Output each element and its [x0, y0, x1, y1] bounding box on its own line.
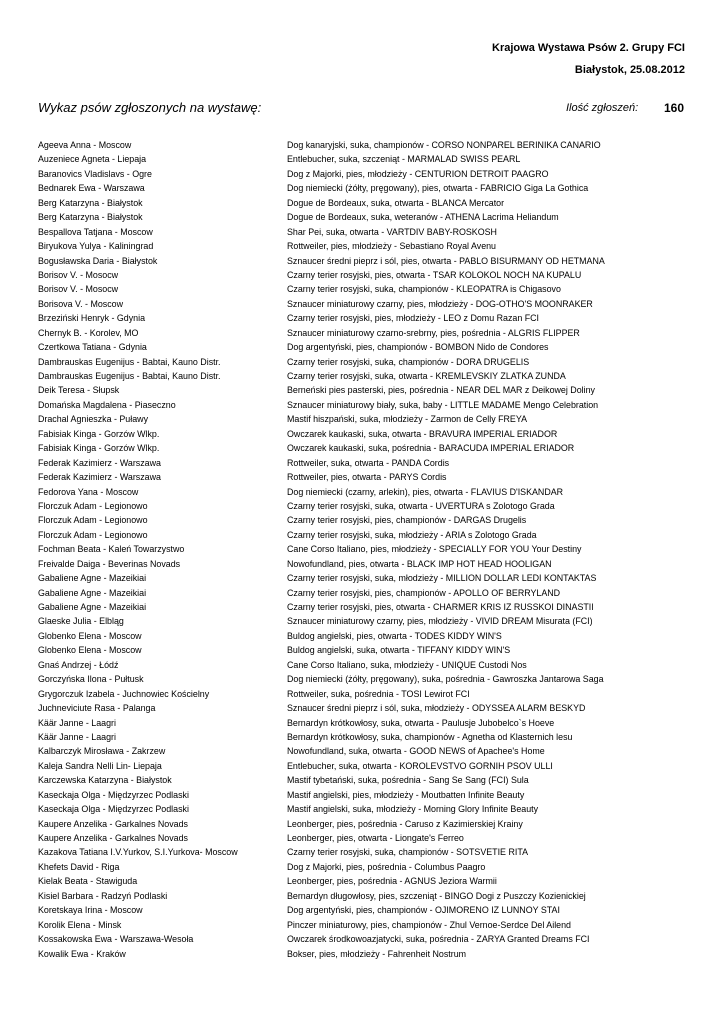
entry-owner: Kowalik Ewa - Kraków — [38, 948, 126, 959]
entry-owner: Kisiel Barbara - Radzyń Podlaski — [38, 890, 168, 901]
list-item — [38, 181, 698, 195]
entry-owner: Baranovics Vladislavs - Ogre — [38, 168, 152, 179]
list-item — [38, 701, 698, 715]
entry-owner: Auzeniece Agneta - Liepaja — [38, 154, 147, 165]
entry-dog: Dog argentyński, pies, championów - BOMBON Nido de Condores — [287, 342, 549, 353]
entry-owner: Kaleja Sandra Nelli Lin- Liepaja — [38, 760, 162, 771]
list-item — [38, 716, 698, 730]
entry-owner: Bogusławska Daria - Białystok — [38, 255, 158, 266]
entry-owner: Korolik Elena - Minsk — [38, 919, 122, 930]
entry-owner: Fedorova Yana - Moscow — [38, 486, 139, 497]
list-item — [38, 903, 698, 917]
entry-dog: Bernardyn krótkowłosy, suka, otwarta - Paulusje Jubobelco`s Hoeve — [287, 717, 555, 728]
entry-dog: Dog niemiecki (żółty, pręgowany), pies, otwarta - FABRICIO Giga La Gothica — [287, 183, 589, 194]
entry-owner: Gabaliene Agne - Mazeikiai — [38, 573, 147, 584]
entry-owner: Brzeziński Henryk - Gdynia — [38, 313, 146, 324]
entry-dog: Czarny terier rosyjski, suka, młodzieży - ARIA s Zolotogo Grada — [287, 529, 537, 540]
list-item — [38, 730, 698, 744]
entry-dog: Czarny terier rosyjski, suka, młodzieży - MILLION DOLLAR LEDI KONTAKTAS — [287, 573, 597, 584]
list-item — [38, 586, 698, 600]
entry-owner: Kaupere Anzelika - Garkalnes Novads — [38, 833, 188, 843]
list-item — [38, 355, 698, 369]
entry-dog: Dogue de Bordeaux, suka, otwarta - BLANCA Mercator — [287, 197, 505, 208]
entry-dog: Czarny terier rosyjski, suka, championów - DORA DRUGELIS — [287, 356, 530, 367]
entry-dog: Pinczer miniaturowy, pies, championów - Zhul Vernoe-Serdce Del Ailend — [287, 919, 571, 930]
entry-dog: Owczarek środkowoazjatycki, suka, pośrednia - ZARYA Granted Dreams FCI — [287, 934, 590, 945]
entry-dog: Rottweiler, pies, otwarta - PARYS Cordis — [287, 472, 447, 483]
entry-owner: Gorczyńska Ilona - Pułtusk — [38, 674, 144, 685]
entry-owner: Drachal Agnieszka - Puławy — [38, 414, 149, 425]
entry-dog: Czarny terier rosyjski, pies, otwarta - CHARMER KRIS IZ RUSSKOI DINASTII — [287, 602, 594, 612]
entry-dog: Dog z Majorki, pies, pośrednia - Columbus Paagro — [287, 861, 486, 872]
entry-dog: Mastif angielski, suka, młodzieży - Morning Glory Infinite Beauty — [287, 804, 539, 815]
list-item — [38, 152, 698, 166]
entry-owner: Khefets David - Riga — [38, 861, 120, 872]
list-item — [38, 167, 698, 181]
list-item — [38, 889, 698, 903]
list-item — [38, 268, 698, 282]
entry-dog: Sznaucer miniaturowy czarny, pies, młodzieży - VIVID DREAM Misurata (FCI) — [287, 616, 593, 627]
entry-dog: Buldog angielski, suka, otwarta - TIFFANY KIDDY WIN'S — [287, 645, 511, 656]
list-item — [38, 860, 698, 874]
entry-dog: Entlebucher, suka, szczeniąt - MARMALAD SWISS PEARL — [287, 154, 521, 165]
entry-owner: Globenko Elena - Moscow — [38, 645, 142, 656]
entry-count-label: Ilość zgłoszeń: — [566, 102, 639, 114]
entry-owner: Domańska Magdalena - Piaseczno — [38, 399, 176, 410]
entry-owner: Kielak Beata - Stawiguda — [38, 876, 138, 887]
entry-dog: Czarny terier rosyjski, pies, championów - DARGAS Drugelis — [287, 515, 527, 526]
list-item — [38, 874, 698, 888]
list-item — [38, 788, 698, 802]
list-item — [38, 773, 698, 787]
entry-owner: Borisov V. - Mosocw — [38, 284, 119, 295]
list-item — [38, 398, 698, 412]
list-item — [38, 210, 698, 224]
entry-owner: Glaeske Julia - Elbląg — [38, 616, 124, 627]
list-item — [38, 311, 698, 325]
list-item — [38, 499, 698, 513]
entry-owner: Grygorczuk Izabela - Juchnowiec Kościelny — [38, 688, 210, 699]
list-item — [38, 643, 698, 657]
entry-owner: Bespallova Tatjana - Moscow — [38, 226, 153, 237]
entry-dog: Rottweiler, pies, młodzieży - Sebastiano Royal Avenu — [287, 241, 496, 252]
entry-dog: Mastif angielski, pies, młodzieży - Moutbatten Infinite Beauty — [287, 789, 525, 800]
list-item — [38, 600, 698, 614]
entry-owner: Kaupere Anzelika - Garkalnes Novads — [38, 818, 188, 829]
entry-dog: Czarny terier rosyjski, suka, otwarta - UVERTURA s Zolotogo Grada — [287, 500, 555, 511]
entry-owner: Berg Katarzyna - Białystok — [38, 212, 143, 223]
entry-dog: Czarny terier rosyjski, pies, championów - APOLLO OF BERRYLAND — [287, 587, 561, 598]
entry-dog: Dogue de Bordeaux, suka, weteranów - ATHENA Lacrima Heliandum — [287, 212, 559, 223]
list-item — [38, 542, 698, 556]
entry-dog: Bernardyn krótkowłosy, suka, championów - Agnetha od Klasternich lesu — [287, 731, 573, 742]
entry-owner: Borisov V. - Mosocw — [38, 269, 119, 280]
entry-dog: Owczarek kaukaski, suka, pośrednia - BARACUDA IMPERIAL ERIADOR — [287, 443, 575, 454]
entry-owner: Florczuk Adam - Legionowo — [38, 500, 148, 511]
list-item — [38, 326, 698, 340]
list-item — [38, 138, 698, 152]
entry-count-value: 160 — [664, 101, 685, 115]
entry-dog: Sznaucer miniaturowy czarno-srebrny, pies, pośrednia - ALGRIS FLIPPER — [287, 327, 580, 338]
entry-owner: Käär Janne - Laagri — [38, 717, 116, 728]
list-item — [38, 947, 698, 961]
entry-dog: Czarny terier rosyjski, suka, championów - SOTSVETIE RITA — [287, 847, 529, 858]
entry-owner: Dambrauskas Eugenijus - Babtai, Kauno Distr. — [38, 371, 221, 381]
entry-owner: Juchneviciute Rasa - Palanga — [38, 703, 156, 714]
entry-dog: Dog z Majorki, pies, młodzieży - CENTURION DETROIT PAAGRO — [287, 168, 549, 179]
entry-owner: Federak Kazimierz - Warszawa — [38, 472, 161, 483]
entry-dog: Dog niemiecki (czarny, arlekin), pies, otwarta - FLAVIUS D'ISKANDAR — [287, 486, 564, 497]
entry-dog: Nowofundland, pies, otwarta - BLACK IMP HOT HEAD HOOLIGAN — [287, 558, 552, 569]
list-item — [38, 802, 698, 816]
list-subtitle: Wykaz psów zgłoszonych na wystawę: — [38, 100, 262, 115]
entry-dog: Sznaucer średni pieprz i sól, suka, młodzieży - ODYSSEA ALARM BESKYD — [287, 703, 586, 714]
entry-owner: Kalbarczyk Mirosława - Zakrzew — [38, 746, 166, 757]
entry-dog: Czarny terier rosyjski, suka, championów - KLEOPATRA is Chigasovo — [287, 284, 561, 295]
entry-dog: Czarny terier rosyjski, pies, otwarta - TSAR KOLOKOL NOCH NA KUPALU — [287, 269, 582, 280]
entry-owner: Fochman Beata - Kaleń Towarzystwo — [38, 544, 185, 555]
entry-owner: Gnaś Andrzej - Łódź — [38, 659, 119, 670]
entry-dog: Dog kanaryjski, suka, championów - CORSO NONPAREL BERINIKA CANARIO — [287, 140, 601, 150]
entry-dog: Dog argentyński, pies, championów - OJIMORENO IZ LUNNOY STAI — [287, 905, 560, 916]
list-item — [38, 571, 698, 585]
entry-owner: Kaseckaja Olga - Międzyrzec Podlaski — [38, 789, 189, 800]
entry-dog: Shar Pei, suka, otwarta - VARTDIV BABY-ROSKOSH — [287, 226, 497, 237]
list-item — [38, 254, 698, 268]
list-item — [38, 340, 698, 354]
entry-dog: Rottweiler, suka, otwarta - PANDA Cordis — [287, 457, 450, 468]
list-item — [38, 470, 698, 484]
entry-owner: Florczuk Adam - Legionowo — [38, 515, 148, 526]
list-item — [38, 672, 698, 686]
entry-dog: Dog niemiecki (żółty, pręgowany), suka, pośrednia - Gawroszka Jantarowa Saga — [287, 674, 604, 685]
entry-dog: Owczarek kaukaski, suka, otwarta - BRAVURA IMPERIAL ERIADOR — [287, 428, 558, 439]
list-item — [38, 412, 698, 426]
list-item — [38, 427, 698, 441]
list-item — [38, 369, 698, 383]
entry-dog: Sznaucer średni pieprz i sól, pies, otwarta - PABLO BISURMANY OD HETMANA — [287, 255, 605, 266]
list-item — [38, 441, 698, 455]
list-item — [38, 383, 698, 397]
list-item — [38, 658, 698, 672]
entry-owner: Czertkowa Tatiana - Gdynia — [38, 342, 147, 353]
list-item — [38, 528, 698, 542]
list-item — [38, 456, 698, 470]
list-item — [38, 557, 698, 571]
entry-owner: Fabisiak Kinga - Gorzów Wlkp. — [38, 443, 160, 454]
entry-owner: Kazakova Tatiana I.V.Yurkov, S.I.Yurkova- Moscow — [38, 847, 238, 858]
entry-dog: Bernardyn długowłosy, pies, szczeniąt - BINGO Dogi z Puszczy Kozienickiej — [287, 890, 586, 901]
list-item — [38, 225, 698, 239]
entry-owner: Kaseckaja Olga - Międzyrzec Podlaski — [38, 804, 189, 815]
entry-owner: Berg Katarzyna - Białystok — [38, 197, 143, 208]
entry-dog: Leonberger, pies, pośrednia - AGNUS Jeziora Warmii — [287, 876, 497, 887]
entry-dog: Cane Corso Italiano, pies, młodzieży - SPECIALLY FOR YOU Your Destiny — [287, 544, 582, 555]
entry-owner: Kossakowska Ewa - Warszawa-Wesoła — [38, 934, 194, 945]
list-item — [38, 932, 698, 946]
list-item — [38, 845, 698, 859]
header-title: Krajowa Wystawa Psów 2. Grupy FCI — [492, 42, 685, 54]
list-item — [38, 614, 698, 628]
entries-list — [38, 138, 698, 961]
entry-dog: Leonberger, pies, pośrednia - Caruso z Kazimierskiej Krainy — [287, 818, 523, 829]
list-item — [38, 687, 698, 701]
list-item — [38, 239, 698, 253]
entry-owner: Chernyk B. - Korolev, MO — [38, 327, 139, 338]
entry-owner: Borisova V. - Moscow — [38, 298, 124, 309]
entry-dog: Sznaucer miniaturowy biały, suka, baby - LITTLE MADAME Mengo Celebration — [287, 399, 599, 410]
list-item — [38, 744, 698, 758]
list-item — [38, 297, 698, 311]
entry-owner: Karczewska Katarzyna - Białystok — [38, 775, 172, 786]
header-place-date: Białystok, 25.08.2012 — [574, 64, 685, 76]
entry-owner: Deik Teresa - Słupsk — [38, 385, 120, 396]
list-item — [38, 282, 698, 296]
list-item — [38, 831, 698, 845]
entry-dog: Mastif tybetański, suka, pośrednia - Sang Se Sang (FCI) Sula — [287, 775, 529, 786]
list-item — [38, 485, 698, 499]
entry-dog: Mastif hiszpański, suka, młodzieży - Zarmon de Celly FREYA — [287, 414, 528, 425]
entry-owner: Globenko Elena - Moscow — [38, 630, 142, 641]
list-item — [38, 759, 698, 773]
list-item — [38, 629, 698, 643]
entry-dog: Nowofundland, suka, otwarta - GOOD NEWS of Apachee's Home — [287, 746, 545, 757]
entry-owner: Florczuk Adam - Legionowo — [38, 529, 148, 540]
entry-owner: Ageeva Anna - Moscow — [38, 140, 132, 150]
entry-dog: Berneński pies pasterski, pies, pośrednia - NEAR DEL MAR z Deikowej Doliny — [287, 385, 595, 396]
entry-owner: Fabisiak Kinga - Gorzów Wlkp. — [38, 428, 160, 439]
entry-owner: Dambrauskas Eugenijus - Babtai, Kauno Distr. — [38, 356, 221, 367]
entry-owner: Bednarek Ewa - Warszawa — [38, 183, 145, 194]
entry-owner: Biryukova Yulya - Kaliningrad — [38, 241, 154, 252]
entry-dog: Sznaucer miniaturowy czarny, pies, młodzieży - DOG-OTHO'S MOONRAKER — [287, 298, 593, 309]
list-item — [38, 817, 698, 831]
entry-dog: Buldog angielski, pies, otwarta - TODES KIDDY WIN'S — [287, 630, 502, 641]
list-item — [38, 513, 698, 527]
entry-owner: Koretskaya Irina - Moscow — [38, 905, 143, 916]
list-item — [38, 918, 698, 932]
list-item — [38, 196, 698, 210]
entry-dog: Leonberger, pies, otwarta - Liongate's Ferreo — [287, 833, 464, 843]
entry-dog: Entlebucher, suka, otwarta - KOROLEVSTVO GORNIH PSOV ULLI — [287, 760, 553, 771]
entry-owner: Käär Janne - Laagri — [38, 731, 116, 742]
entry-dog: Rottweiler, suka, pośrednia - TOSI Lewirot FCI — [287, 688, 470, 699]
entry-dog: Cane Corso Italiano, suka, młodzieży - UNIQUE Custodi Nos — [287, 659, 527, 670]
entry-owner: Freivalde Daiga - Beverinas Novads — [38, 558, 181, 569]
entry-dog: Czarny terier rosyjski, suka, otwarta - KREMLEVSKIY ZLATKA ZUNDA — [287, 371, 566, 381]
entry-owner: Federak Kazimierz - Warszawa — [38, 457, 161, 468]
entry-owner: Gabaliene Agne - Mazeikiai — [38, 587, 147, 598]
entry-owner: Gabaliene Agne - Mazeikiai — [38, 602, 147, 612]
entry-dog: Czarny terier rosyjski, pies, młodzieży - LEO z Domu Razan FCI — [287, 313, 540, 324]
entry-dog: Bokser, pies, młodzieży - Fahrenheit Nostrum — [287, 948, 467, 959]
